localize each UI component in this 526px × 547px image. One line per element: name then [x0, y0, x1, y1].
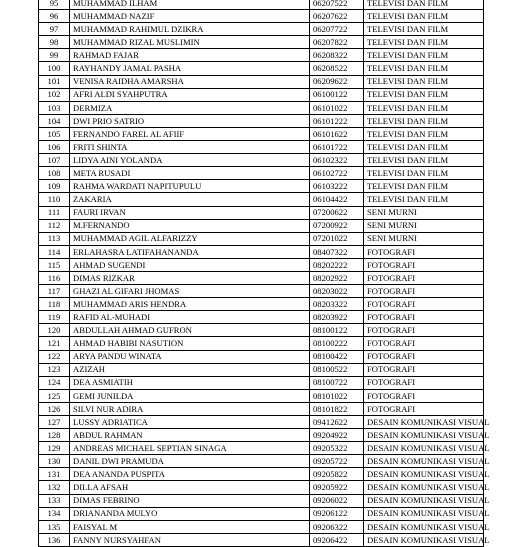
student-name: RAHMAD FAJAR	[70, 49, 310, 62]
row-number: 126	[39, 402, 70, 415]
row-number: 130	[39, 455, 70, 468]
student-id: 06208322	[310, 49, 364, 62]
study-program: SENI MURNI	[364, 206, 484, 219]
table-row	[39, 167, 484, 180]
student-id: 07200922	[310, 219, 364, 232]
student-id: 07201022	[310, 232, 364, 245]
student-id: 09204922	[310, 429, 364, 442]
table-row	[39, 245, 484, 258]
table-row	[39, 101, 484, 114]
row-number: 104	[39, 114, 70, 127]
student-id: 06104422	[310, 193, 364, 206]
student-id: 08101822	[310, 402, 364, 415]
student-name: MUHAMMAD AGIL ALFARIZZY	[70, 232, 310, 245]
table-row	[39, 88, 484, 101]
student-name: GHAZI AL GIFARI JHOMAS	[70, 285, 310, 298]
student-id: 06101222	[310, 114, 364, 127]
row-number: 124	[39, 376, 70, 389]
student-name: AHMAD SUGENDI	[70, 258, 310, 271]
row-number: 125	[39, 389, 70, 402]
study-program: FOTOGRAFI	[364, 245, 484, 258]
student-id: 08407322	[310, 245, 364, 258]
table-row	[39, 154, 484, 167]
table-row	[39, 0, 484, 10]
row-number: 117	[39, 285, 70, 298]
student-id: 06209622	[310, 75, 364, 88]
row-number: 133	[39, 494, 70, 507]
row-number: 122	[39, 350, 70, 363]
student-name: FANNY NURSYAHFAN	[70, 533, 310, 546]
row-number: 116	[39, 271, 70, 284]
student-name: RAYHANDY JAMAL PASHA	[70, 62, 310, 75]
table-row	[39, 363, 484, 376]
table-row	[39, 507, 484, 520]
study-program: TELEVISI DAN FILM	[364, 180, 484, 193]
table-row	[39, 206, 484, 219]
student-name: ABDUL RAHMAN	[70, 429, 310, 442]
student-id: 08202222	[310, 258, 364, 271]
student-name: AHMAD HABIBI NASUTION	[70, 337, 310, 350]
study-program: DESAIN KOMUNIKASI VISUAL	[364, 455, 484, 468]
study-program: FOTOGRAFI	[364, 389, 484, 402]
student-name: RAFID AL-MUHADI	[70, 311, 310, 324]
study-program: DESAIN KOMUNIKASI VISUAL	[364, 520, 484, 533]
table-row	[39, 402, 484, 415]
row-number: 113	[39, 232, 70, 245]
student-name: FAISYAL M	[70, 520, 310, 533]
study-program: TELEVISI DAN FILM	[364, 62, 484, 75]
table-row	[39, 376, 484, 389]
student-name: FAURI IRVAN	[70, 206, 310, 219]
student-id: 08100122	[310, 324, 364, 337]
study-program: TELEVISI DAN FILM	[364, 193, 484, 206]
table-row	[39, 219, 484, 232]
student-name: ABDULLAH AHMAD GUFRON	[70, 324, 310, 337]
student-list-table	[38, 0, 490, 547]
student-name: DILLA AFSAH	[70, 481, 310, 494]
study-program: FOTOGRAFI	[364, 350, 484, 363]
student-id: 09206122	[310, 507, 364, 520]
table-row	[39, 232, 484, 245]
table-row	[39, 23, 484, 36]
student-name: LIDYA AINI YOLANDA	[70, 154, 310, 167]
table-row	[39, 337, 484, 350]
study-program: TELEVISI DAN FILM	[364, 0, 484, 10]
student-id: 08100222	[310, 337, 364, 350]
study-program: FOTOGRAFI	[364, 402, 484, 415]
table-row	[39, 455, 484, 468]
table-row	[39, 62, 484, 75]
student-id: 08100522	[310, 363, 364, 376]
row-number: 95	[39, 0, 70, 10]
study-program: TELEVISI DAN FILM	[364, 49, 484, 62]
study-program: TELEVISI DAN FILM	[364, 167, 484, 180]
student-id: 06101622	[310, 127, 364, 140]
row-number: 109	[39, 180, 70, 193]
study-program: TELEVISI DAN FILM	[364, 114, 484, 127]
student-id: 08100422	[310, 350, 364, 363]
table-row	[39, 324, 484, 337]
table-row	[39, 49, 484, 62]
student-name: VENISA RAIDHA AMARSHA	[70, 75, 310, 88]
row-number: 98	[39, 36, 70, 49]
row-number: 120	[39, 324, 70, 337]
table-row	[39, 258, 484, 271]
table-row	[39, 533, 484, 546]
row-number: 99	[39, 49, 70, 62]
student-name: SILVI NUR ADIRA	[70, 402, 310, 415]
student-id: 06101022	[310, 101, 364, 114]
row-number: 135	[39, 520, 70, 533]
row-number: 97	[39, 23, 70, 36]
study-program: TELEVISI DAN FILM	[364, 101, 484, 114]
row-number: 110	[39, 193, 70, 206]
student-id: 06103222	[310, 180, 364, 193]
table-row	[39, 271, 484, 284]
row-number: 123	[39, 363, 70, 376]
student-id: 08203922	[310, 311, 364, 324]
student-name: AZIZAH	[70, 363, 310, 376]
study-program: TELEVISI DAN FILM	[364, 88, 484, 101]
student-name: DIMAS FEBRINO	[70, 494, 310, 507]
study-program: FOTOGRAFI	[364, 324, 484, 337]
student-name: FRITI SHINTA	[70, 141, 310, 154]
study-program: SENI MURNI	[364, 219, 484, 232]
table-row	[39, 298, 484, 311]
study-program: DESAIN KOMUNIKASI VISUAL	[364, 533, 484, 546]
student-id: 09205322	[310, 442, 364, 455]
student-name: MUHAMMAD RIZAL MUSLIMIN	[70, 36, 310, 49]
study-program: TELEVISI DAN FILM	[364, 141, 484, 154]
row-number: 119	[39, 311, 70, 324]
table-row	[39, 416, 484, 429]
table-row	[39, 180, 484, 193]
student-id: 06207522	[310, 0, 364, 10]
student-id: 06207822	[310, 36, 364, 49]
study-program: TELEVISI DAN FILM	[364, 36, 484, 49]
student-id: 08100722	[310, 376, 364, 389]
student-name: RAHMA WARDATI NAPITUPULU	[70, 180, 310, 193]
student-id: 08203322	[310, 298, 364, 311]
student-id: 06102722	[310, 167, 364, 180]
table-row	[39, 285, 484, 298]
student-name: LUSSY ADRIATICA	[70, 416, 310, 429]
row-number: 128	[39, 429, 70, 442]
student-name: MUHAMMAD ILHAM	[70, 0, 310, 10]
student-name: DERMIZA	[70, 101, 310, 114]
row-number: 112	[39, 219, 70, 232]
student-name: META RUSADI	[70, 167, 310, 180]
student-id: 06101722	[310, 141, 364, 154]
row-number: 105	[39, 127, 70, 140]
student-id: 06207722	[310, 23, 364, 36]
table-row	[39, 442, 484, 455]
student-id: 06208522	[310, 62, 364, 75]
table-row	[39, 193, 484, 206]
table-row	[39, 114, 484, 127]
student-id: 09206022	[310, 494, 364, 507]
row-number: 121	[39, 337, 70, 350]
student-name: ZAKARIA	[70, 193, 310, 206]
study-program: TELEVISI DAN FILM	[364, 127, 484, 140]
student-id: 09206322	[310, 520, 364, 533]
table-row	[39, 481, 484, 494]
table-row	[39, 75, 484, 88]
student-name: MUHAMMAD ARIS HENDRA	[70, 298, 310, 311]
row-number: 107	[39, 154, 70, 167]
table-row	[39, 468, 484, 481]
student-id: 06207622	[310, 10, 364, 23]
study-program: TELEVISI DAN FILM	[364, 75, 484, 88]
table-row	[39, 127, 484, 140]
study-program: FOTOGRAFI	[364, 311, 484, 324]
study-program: FOTOGRAFI	[364, 363, 484, 376]
student-name: ARYA PANDU WINATA	[70, 350, 310, 363]
student-name: M.FERNANDO	[70, 219, 310, 232]
study-program: FOTOGRAFI	[364, 258, 484, 271]
row-number: 132	[39, 481, 70, 494]
row-number: 115	[39, 258, 70, 271]
table-row	[39, 494, 484, 507]
student-name: DEA ASMIATIH	[70, 376, 310, 389]
student-name: AFRI ALDI SYAHPUTRA	[70, 88, 310, 101]
row-number: 131	[39, 468, 70, 481]
student-id: 06102322	[310, 154, 364, 167]
table-row	[39, 389, 484, 402]
student-id: 09412622	[310, 416, 364, 429]
table-row	[39, 520, 484, 533]
student-id: 09205822	[310, 468, 364, 481]
row-number: 111	[39, 206, 70, 219]
study-program: FOTOGRAFI	[364, 271, 484, 284]
row-number: 101	[39, 75, 70, 88]
student-id: 08202922	[310, 271, 364, 284]
row-number: 118	[39, 298, 70, 311]
study-program: TELEVISI DAN FILM	[364, 10, 484, 23]
study-program: TELEVISI DAN FILM	[364, 23, 484, 36]
study-program: TELEVISI DAN FILM	[364, 154, 484, 167]
study-program: DESAIN KOMUNIKASI VISUAL	[364, 416, 484, 429]
row-number: 106	[39, 141, 70, 154]
student-id: 08203022	[310, 285, 364, 298]
row-number: 102	[39, 88, 70, 101]
row-number: 114	[39, 245, 70, 258]
table-row	[39, 350, 484, 363]
study-program: DESAIN KOMUNIKASI VISUAL	[364, 442, 484, 455]
study-program: DESAIN KOMUNIKASI VISUAL	[364, 507, 484, 520]
table-row	[39, 311, 484, 324]
row-number: 129	[39, 442, 70, 455]
study-program: FOTOGRAFI	[364, 298, 484, 311]
student-name: DIMAS RIZKAR	[70, 271, 310, 284]
study-program: DESAIN KOMUNIKASI VISUAL	[364, 494, 484, 507]
study-program: DESAIN KOMUNIKASI VISUAL	[364, 481, 484, 494]
table-row	[39, 36, 484, 49]
student-name: ERLAHASRA LATIFAHANANDA	[70, 245, 310, 258]
student-name: DEA ANANDA PUSPITA	[70, 468, 310, 481]
student-list-body	[39, 0, 490, 546]
row-number: 100	[39, 62, 70, 75]
student-name: ANDREAS MICHAEL SEPTIAN SINAGA	[70, 442, 310, 455]
student-id: 09205722	[310, 455, 364, 468]
row-number: 127	[39, 416, 70, 429]
row-number: 134	[39, 507, 70, 520]
student-name: MUHAMMAD NAZIF	[70, 10, 310, 23]
study-program: DESAIN KOMUNIKASI VISUAL	[364, 429, 484, 442]
student-name: GEMI JUNILDA	[70, 389, 310, 402]
table-row	[39, 10, 484, 23]
student-name: MUHAMMAD RAHIMUL DZIKRA	[70, 23, 310, 36]
student-id: 08101022	[310, 389, 364, 402]
student-name: FERNANDO FAREL AL AFIIF	[70, 127, 310, 140]
student-id: 09206422	[310, 533, 364, 546]
table-row	[39, 429, 484, 442]
row-number: 108	[39, 167, 70, 180]
row-number: 103	[39, 101, 70, 114]
study-program: FOTOGRAFI	[364, 337, 484, 350]
student-name: DWI PRIO SATRIO	[70, 114, 310, 127]
study-program: FOTOGRAFI	[364, 285, 484, 298]
student-id: 06100122	[310, 88, 364, 101]
row-number: 96	[39, 10, 70, 23]
row-number: 136	[39, 533, 70, 546]
study-program: FOTOGRAFI	[364, 376, 484, 389]
student-id: 07200622	[310, 206, 364, 219]
study-program: DESAIN KOMUNIKASI VISUAL	[364, 468, 484, 481]
table-row	[39, 141, 484, 154]
student-name: DANIL DWI PRAMUDA	[70, 455, 310, 468]
study-program: SENI MURNI	[364, 232, 484, 245]
student-id: 09205922	[310, 481, 364, 494]
student-name: DRIANANDA MULYO	[70, 507, 310, 520]
